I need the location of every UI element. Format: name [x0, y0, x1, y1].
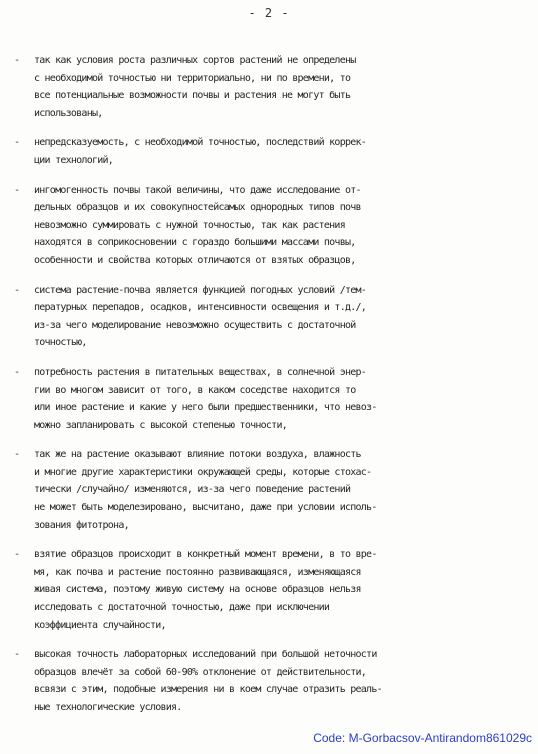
text-line: точностью,: [34, 337, 87, 349]
text-line: особенности и свойства которых отличаются от взятых образцов,: [34, 254, 356, 266]
text-line: потребность растения в питательных веществах, в солнечной энер-: [34, 366, 367, 378]
list-item: [0, 364, 538, 434]
list-item: [0, 182, 538, 270]
text-line: система растение-почва является функцией погодных условий /тем-: [34, 284, 367, 296]
list-item: [0, 446, 538, 534]
bullet-dash: -: [14, 284, 21, 296]
text-line: высокая точность лабораторных исследований при большой неточности: [34, 649, 377, 661]
text-line: использованы,: [34, 107, 103, 119]
watermark-code: Code: M-Gorbacsov-Antirandom861029c: [313, 731, 532, 745]
list-item: [0, 52, 538, 122]
bullet-dash: -: [14, 55, 21, 66]
text-line: зования фитотрона,: [34, 519, 129, 531]
bullet-list: [0, 52, 538, 729]
text-line: живая система, поэтому живую систему на основе образцов нельзя: [34, 584, 361, 596]
text-line: мя, как почва и растение постоянно развивающаяся, изменяющаяся: [34, 566, 361, 578]
text-line: или иное растение и какие у него были предшественники, что невоз-: [34, 402, 377, 414]
text-line: гии во многом зависит от того, в каком соседстве находится то: [34, 384, 356, 396]
text-line: образцов влечёт за собой 60-90% отклонение от действительности,: [34, 666, 367, 678]
text-line: так как условия роста различных сортов растений не определены: [34, 55, 356, 66]
text-line: так же на растение оказывают влияние потоки воздуха, влажность: [34, 449, 361, 461]
bullet-dash: -: [14, 184, 21, 196]
list-item: [0, 646, 538, 716]
text-line: коэффициента случайности,: [34, 619, 166, 631]
text-line: не может быть моделезировано, высчитано, даже при условии исполь-: [34, 502, 377, 514]
text-line: невозможно суммировать с нужной точностью, так как растения: [34, 219, 345, 231]
text-line: все потенциальные возможности почвы и растения не могут быть: [34, 90, 351, 102]
list-item: [0, 546, 538, 634]
text-line: тически /случайно/ изменяются, из-за чего поведение растений: [34, 484, 351, 496]
text-line: ции технологий,: [34, 154, 114, 166]
page-number: - 2 -: [248, 6, 290, 20]
list-item: [0, 134, 538, 169]
bullet-dash: -: [14, 549, 21, 561]
text-line: всвязи с этим, подобные измерения ни в коем случае отразить реаль-: [34, 684, 382, 696]
text-line: исследовать с достаточной точностью, даже при исключении: [34, 602, 330, 614]
bullet-dash: -: [14, 649, 21, 661]
list-item: [0, 282, 538, 352]
text-line: непредсказуемость, с необходимой точностью, последствий коррек-: [34, 137, 367, 149]
text-line: дельных образцов и их совокупностейсамых однородных типов почв: [34, 202, 361, 214]
text-line: ингомогенность почвы такой величины, что даже исследование от-: [34, 184, 361, 196]
text-line: взятие образцов происходит в конкретный момент времени, в то вре-: [34, 549, 377, 561]
text-line: и многие другие характеристики окружающей среды, которые стохас-: [34, 466, 372, 478]
text-line: можно запланировать с высокой степенью точности,: [34, 419, 287, 431]
text-line: с необходимой точностью ни территориально, ни по времени, то: [34, 72, 351, 84]
text-line: находятся в соприкосновении с гораздо большими массами почвы,: [34, 237, 356, 249]
bullet-dash: -: [14, 449, 21, 461]
text-line: из-за чего моделирование невозможно осуществить с достаточной: [34, 319, 356, 331]
bullet-dash: -: [14, 137, 21, 149]
text-line: ные технологические условия.: [34, 702, 182, 713]
bullet-dash: -: [14, 366, 21, 378]
text-line: пературных перепадов, осадков, интенсивности освещения и т.д./,: [34, 302, 367, 314]
